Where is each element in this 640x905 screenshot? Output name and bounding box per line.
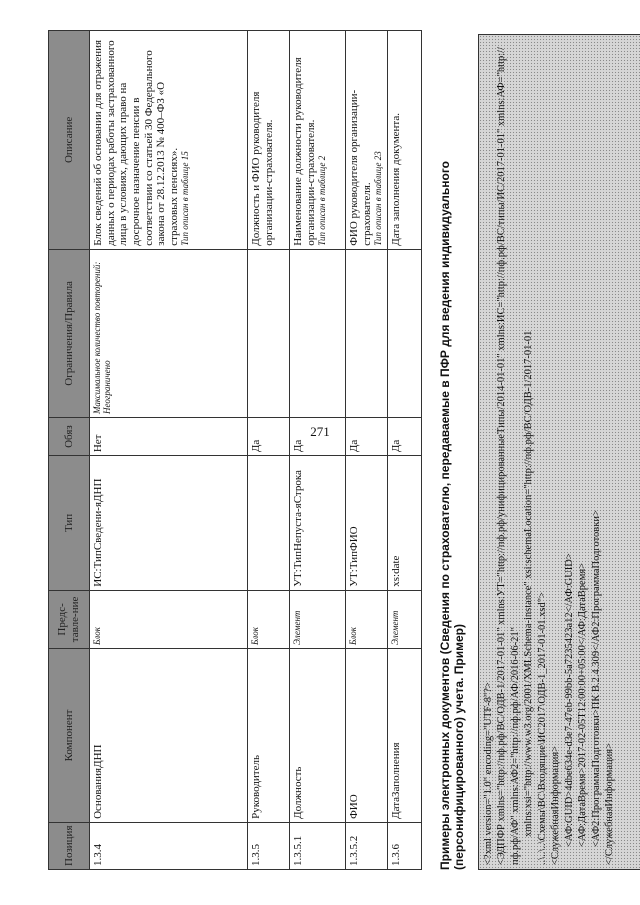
header-predicate: Предс-тавле-ние	[49, 590, 90, 648]
cell-component: Должность	[290, 649, 346, 823]
xml-example-box	[478, 34, 640, 870]
cell-predicate: Блок	[248, 590, 290, 648]
cell-component: ФИО	[346, 649, 388, 823]
cell-type: УТ:ТипФИО	[346, 456, 388, 591]
table-header-row	[49, 31, 90, 870]
examples-heading: Примеры электронных документов (Сведения по страхователю, передаваемые в ПФР для ведения индивидуального (персонифицированного) учета. Пример)	[438, 160, 467, 870]
cell-extensions	[388, 249, 422, 417]
xml-line: <АФ2:ПрограммаПодготовки>ПК В.2.4.309</АФ2:ПрограммаПодготовки>	[590, 510, 602, 847]
cell-type: xs:date	[388, 456, 422, 591]
cell-required: Да	[290, 418, 346, 456]
cell-description	[346, 31, 388, 250]
header-description: Описание	[49, 31, 90, 250]
cell-required: Да	[248, 418, 290, 456]
type-note: Тип описан в таблице 15	[180, 151, 191, 246]
cell-position: 1.3.6	[388, 822, 422, 869]
cell-extensions	[248, 249, 290, 417]
cell-predicate: Блок	[90, 590, 248, 648]
header-type: Тип	[49, 456, 90, 591]
description-text: Блок сведений об основании для отражения данных о периодах работы застрахованного лица в условиях, дающих право на досрочное назначение пенсии в соответствии со статьей 30 Федерального закона от 28.12.2013 № 400–ФЗ «О страховых пенсиях».	[92, 39, 180, 246]
table-row	[90, 31, 248, 870]
table-row	[248, 31, 290, 870]
rotated-content	[20, 0, 640, 870]
cell-component: ДатаЗаполнения	[388, 649, 422, 823]
cell-required: Нет	[90, 418, 248, 456]
cell-component: Руководитель	[248, 649, 290, 823]
table-row	[388, 31, 422, 870]
cell-description	[248, 31, 290, 250]
cell-required: Да	[346, 418, 388, 456]
xml-line: <АФ:GUID>4dbe634e-d3e7-47eb-99bb-5a7235423a12</АФ:GUID>	[563, 553, 575, 847]
type-note: Тип описан в таблице 23	[373, 151, 384, 246]
cell-description	[90, 31, 248, 250]
cell-predicate: Элемент	[290, 590, 346, 648]
cell-required: Да	[388, 418, 422, 456]
cell-extensions	[290, 249, 346, 417]
description-text: Дата заполнения документа.	[390, 112, 402, 246]
cell-type	[248, 456, 290, 591]
page-number: 271	[310, 424, 330, 439]
header-required: Обяз	[49, 418, 90, 456]
description-text: Должность и ФИО руководителя организации-страхователя.	[250, 91, 275, 246]
xml-line: ..\..\..\Схемы\ВС\Входящие\ИС2017\ОДВ-1_2017-01-01.xsd">	[536, 592, 548, 865]
cell-type: ИС:ТипСведени-яДНП	[90, 456, 248, 591]
xml-line: <АФ:ДатаВремя>2017-02-05T12:00:00+05:00</АФ:ДатаВремя>	[577, 562, 589, 847]
cell-type: УТ:ТипНепуста-яСтрока	[290, 456, 346, 591]
cell-description	[388, 31, 422, 250]
table-row	[290, 31, 346, 870]
cell-extensions: Максимальное количество повторений: Неограничено	[90, 249, 248, 417]
type-note: Тип описан в таблице 2	[317, 155, 328, 246]
cell-component: ОснованияДНП	[90, 649, 248, 823]
header-position: Позиция	[49, 822, 90, 869]
xml-line: </СлужебнаяИнформация>	[603, 743, 615, 865]
specification-table	[48, 30, 422, 870]
cell-predicate: Элемент	[388, 590, 422, 648]
xml-line: <СлужебнаяИнформация>	[550, 745, 562, 865]
xml-line: <?xml version="1.0" encoding="UTF-8"?>	[483, 682, 494, 865]
description-text: Наименование должности руководителя организации-страхователя.	[292, 57, 317, 246]
header-extensions: Ограничения/Правила	[49, 249, 90, 417]
xml-line: <ЭДПФР xmlns="http://пф.рф/ВС/ОДВ-1/2017-01-01" xmlns:УТ="http://пф.рф/унифицированныеТипы/2014-01-01" xmlns:ИС="http://пф.рф/ВС/типы/ИС/2017-01-01" xmlns:АФ="http://пф.рф/АФ" xmlns:АФ2="http://пф.рф/АФ/2016-06-21"	[496, 47, 521, 865]
xml-line: xmlns:xsi="http://www.w3.org/2001/XMLSchema-instance" xsi:schemaLocation="http://пф.рф/ВС/ОДВ-1/2017-01-01	[523, 330, 535, 837]
cell-position: 1.3.5.2	[346, 822, 388, 869]
description-text: ФИО руководителя организации-страхователя.	[348, 89, 373, 246]
cell-extensions	[346, 249, 388, 417]
cell-position: 1.3.5	[248, 822, 290, 869]
cell-position: 1.3.4	[90, 822, 248, 869]
cell-position: 1.3.5.1	[290, 822, 346, 869]
header-component: Компонент	[49, 649, 90, 823]
cell-description	[290, 31, 346, 250]
table-row	[346, 31, 388, 870]
cell-predicate: Блок	[346, 590, 388, 648]
